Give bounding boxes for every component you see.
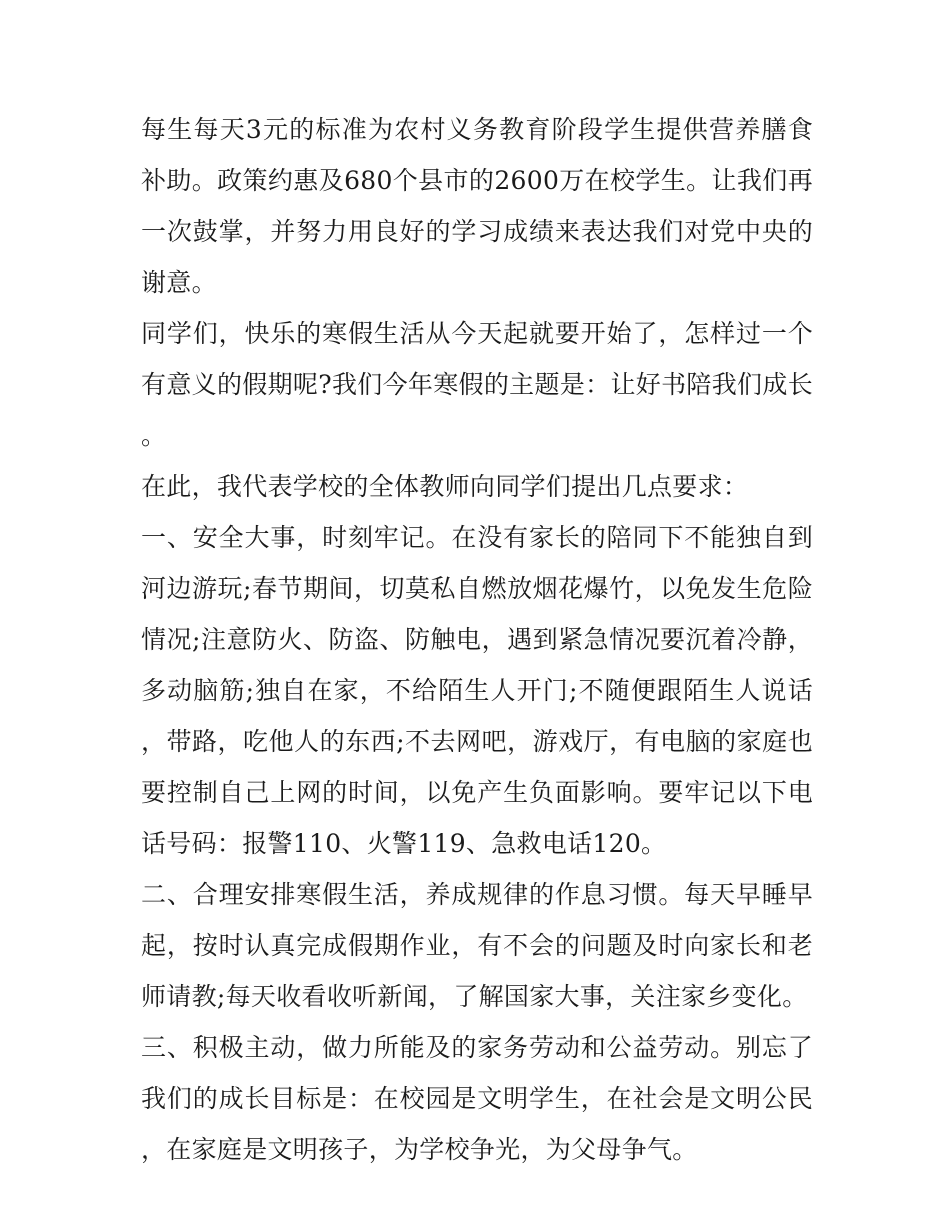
paragraph-nutrition-subsidy: 每生每天3元的标准为农村义务教育阶段学生提供营养膳食补助。政策约惠及680个县市的2600万在校学生。让我们再一次鼓掌，并努力用良好的学习成绩来表达我们对党中央的谢意。 bbox=[141, 115, 813, 297]
paragraph-schedule: 二、合理安排寒假生活，养成规律的作息习惯。每天早睡早起，按时认真完成假期作业，有不会的问题及时向家长和老师请教;每天收看收听新闻，了解国家大事，关注家乡变化。 bbox=[141, 880, 813, 1011]
paragraph-housework: 三、积极主动，做力所能及的家务劳动和公益劳动。别忘了我们的成长目标是：在校园是文明学生，在社会是文明公民，在家庭是文明孩子，为学校争光，为父母争气。 bbox=[141, 1033, 813, 1164]
paragraph-requirements-intro: 在此，我代表学校的全体教师向同学们提出几点要求： bbox=[141, 472, 749, 501]
document-body bbox=[141, 104, 813, 1175]
paragraph-safety: 一、安全大事，时刻牢记。在没有家长的陪同下不能独自到河边游玩;春节期间，切莫私自燃放烟花爆竹，以免发生危险情况;注意防火、防盗、防触电，遇到紧急情况要沉着冷静，多动脑筋;独自在家，不给陌生人开门;不随便跟陌生人说话，带路，吃他人的东西;不去网吧，游戏厅，有电脑的家庭也要控制自己上网的时间，以免产生负面影响。要牢记以下电话号码：报警110、火警119、急救电话120。 bbox=[141, 523, 813, 858]
paragraph-winter-vacation-theme: 同学们，快乐的寒假生活从今天起就要开始了，怎样过一个有意义的假期呢?我们今年寒假的主题是：让好书陪我们成长。 bbox=[141, 319, 813, 450]
